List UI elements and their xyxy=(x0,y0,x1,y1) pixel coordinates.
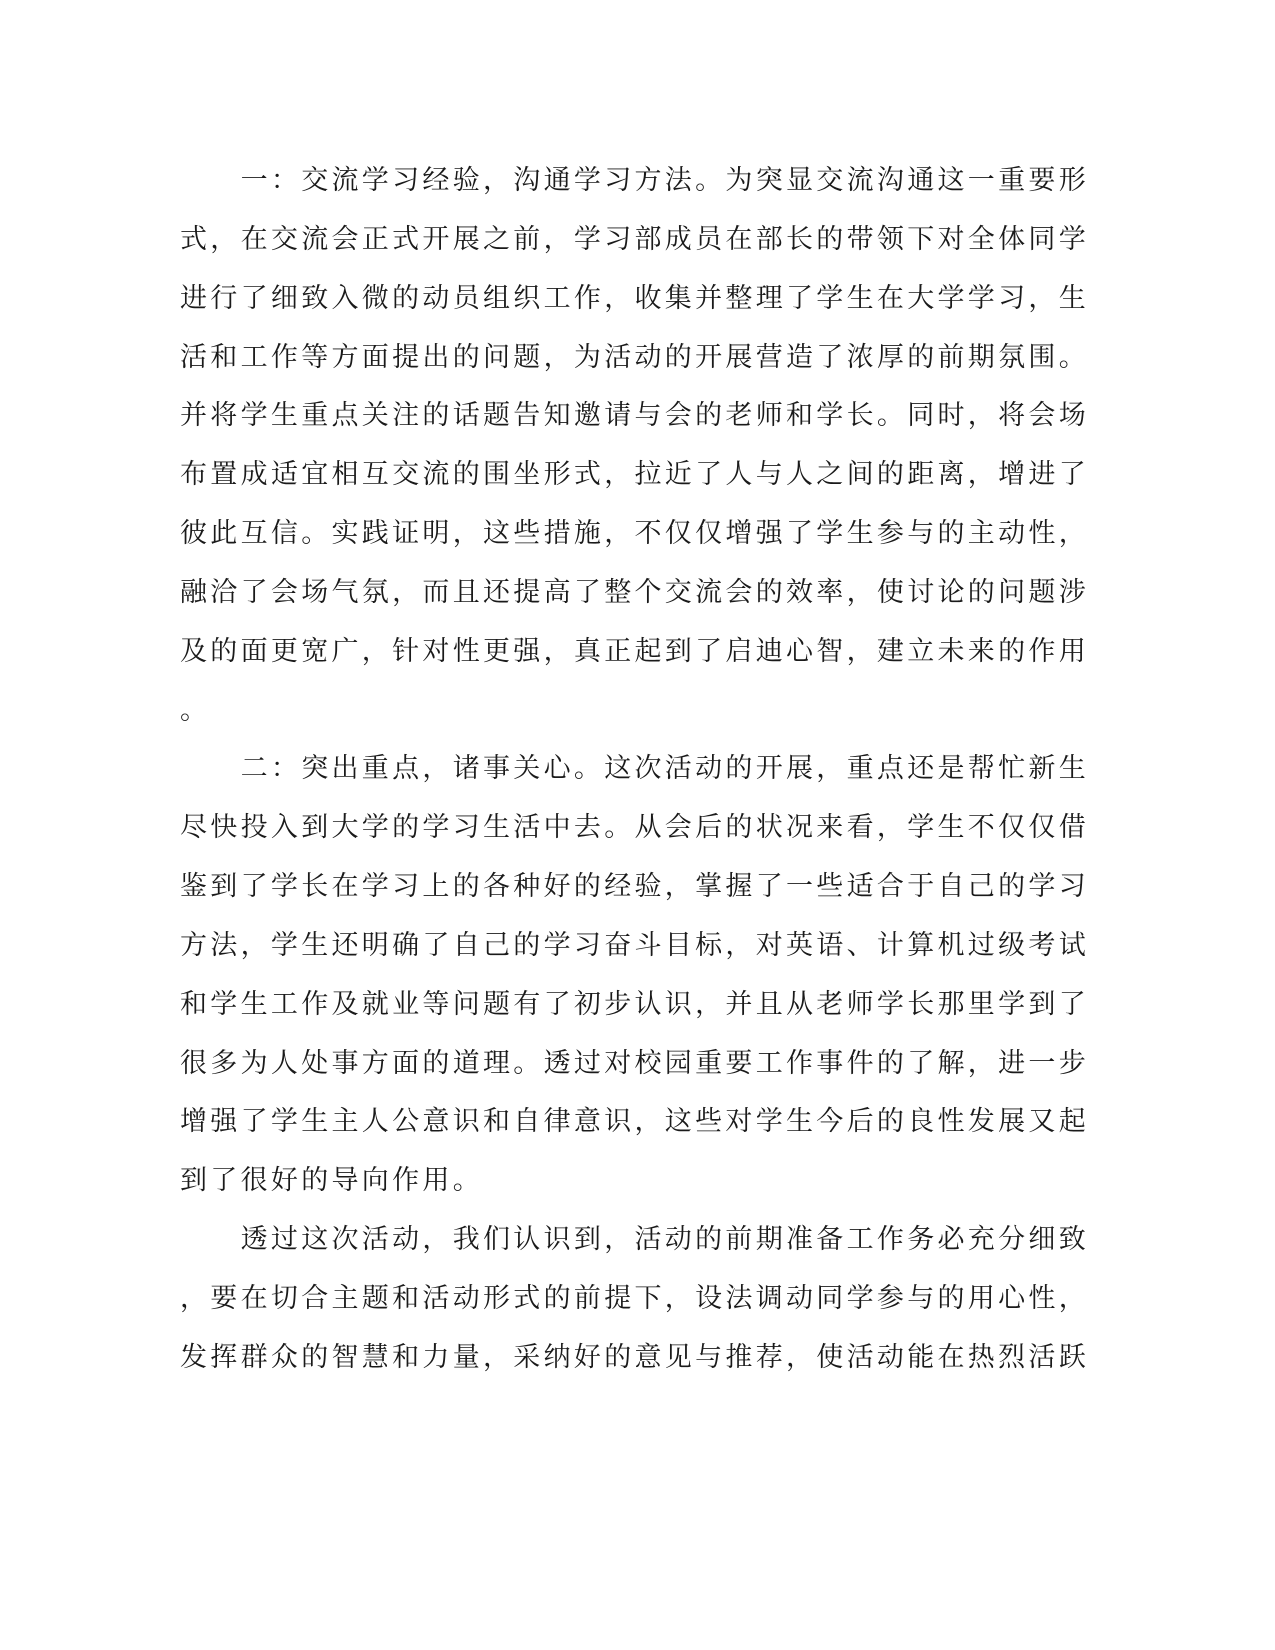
text-line: 发挥群众的智慧和力量，采纳好的意见与推荐，使活动能在热烈活跃 xyxy=(180,1342,1089,1373)
text-line: 尽快投入到大学的学习生活中去。从会后的状况来看，学生不仅仅借 xyxy=(180,812,1089,843)
text-line: 鉴到了学长在学习上的各种好的经验，掌握了一些适合于自己的学习 xyxy=(180,871,1089,902)
text-line: 及的面更宽广，针对性更强，真正起到了启迪心智，建立未来的作用 xyxy=(180,636,1089,667)
text-line: 很多为人处事方面的道理。透过对校园重要工作事件的了解，进一步 xyxy=(180,1048,1089,1079)
text-line: 二：突出重点，诸事关心。这次活动的开展，重点还是帮忙新生 xyxy=(180,753,1089,784)
text-line: 彼此互信。实践证明，这些措施，不仅仅增强了学生参与的主动性， xyxy=(180,518,1089,549)
text-line: 到了很好的导向作用。 xyxy=(180,1165,483,1196)
text-line: 活和工作等方面提出的问题，为活动的开展营造了浓厚的前期氛围。 xyxy=(180,342,1089,373)
text-line: ，要在切合主题和活动形式的前提下，设法调动同学参与的用心性， xyxy=(180,1283,1089,1314)
text-line: 透过这次活动，我们认识到，活动的前期准备工作务必充分细致 xyxy=(180,1224,1089,1255)
text-line: 进行了细致入微的动员组织工作，收集并整理了学生在大学学习，生 xyxy=(180,283,1089,314)
text-line: 并将学生重点关注的话题告知邀请与会的老师和学长。同时，将会场 xyxy=(180,400,1089,431)
text-line: 一：交流学习经验，沟通学习方法。为突显交流沟通这一重要形 xyxy=(180,165,1089,196)
text-line: 和学生工作及就业等问题有了初步认识，并且从老师学长那里学到了 xyxy=(180,989,1089,1020)
text-line: 式，在交流会正式开展之前，学习部成员在部长的带领下对全体同学 xyxy=(180,224,1089,255)
text-line: 增强了学生主人公意识和自律意识，这些对学生今后的良性发展又起 xyxy=(180,1106,1089,1137)
text-line: 融洽了会场气氛，而且还提高了整个交流会的效率，使讨论的问题涉 xyxy=(180,577,1089,608)
text-line: 。 xyxy=(180,695,211,726)
text-line: 方法，学生还明确了自己的学习奋斗目标，对英语、计算机过级考试 xyxy=(180,930,1089,961)
text-line: 布置成适宜相互交流的围坐形式，拉近了人与人之间的距离，增进了 xyxy=(180,459,1089,490)
